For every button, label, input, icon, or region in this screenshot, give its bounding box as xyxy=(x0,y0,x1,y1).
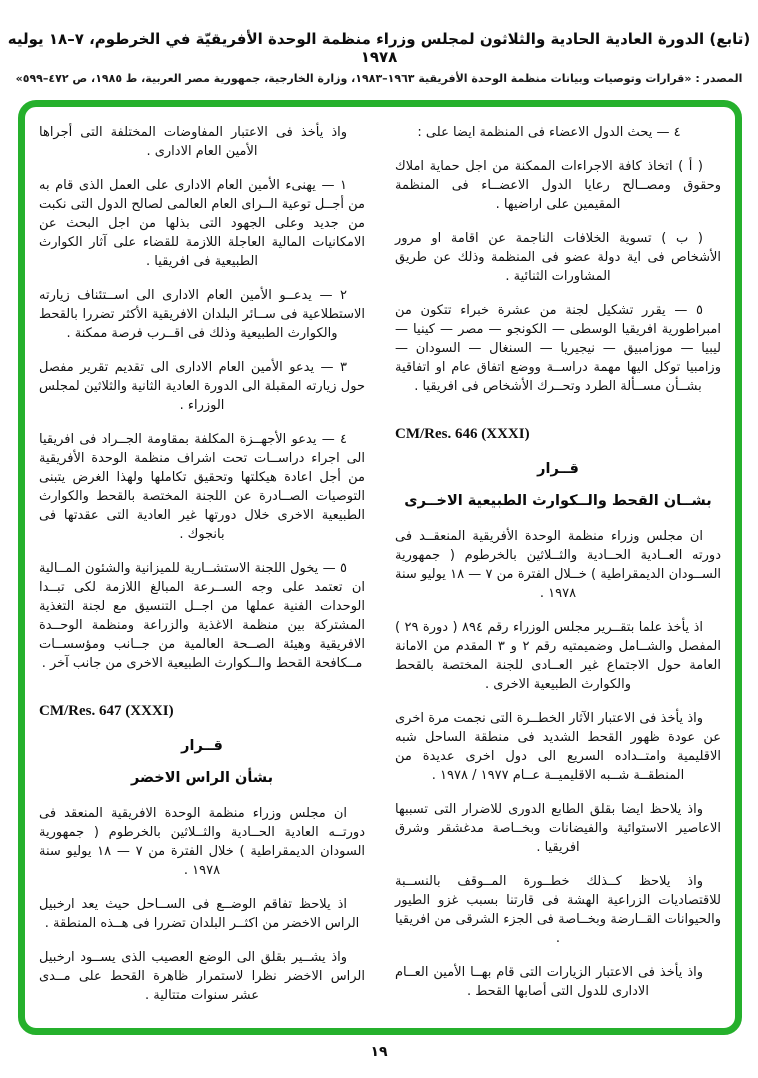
paragraph-op-2: ٢ — يدعــو الأمين العام الادارى الى اســتئناف زيارته الاستطلاعية فى ســائر البلدان الافريقية الأكثر تضررا بالقحط والكوارث الطبيعية وذلك فى اقــرب فرصة ممكنة . xyxy=(39,288,365,341)
paragraph-cyclones-floods: واذ يلاحظ ايضا بقلق الطابع الدورى للاضرار التى تسببها الاعاصير الاستوائية والفيضانات وبخــاصة مدغشقر وشرق افريقيا . xyxy=(395,802,721,855)
column-left xyxy=(39,123,365,1018)
paragraph-preamble-session: ان مجلس وزراء منظمة الوحدة الأفريقية المنعقــد فى دورته العــادية الحــادية والثــلاثين بالخرطوم ( جمهورية الســودان الديمقراطية ) خــلال الفترة من ٧ — ١٨ يوليو سنة ١٩٧٨ . xyxy=(395,529,722,601)
resolution-title-646: بشــان القحط والــكوارث الطبيعية الاخــرى xyxy=(404,493,712,509)
paragraph-op-4: ٤ — يدعو الأجهــزة المكلفة بمقاومة الجــراد فى افريقيا الى اجراء دراســات تحت اشراف منظمة الوحدة الأفريقية من أجل اعادة هيكلتها وتحقيق تكاملها ولهذا الغرض يتبنى التوصيات الصــادرة عن اللجنة المختصة بالقحط والكوارث الطبيعية الاخرى خلال دورتها غير العادية التى عقدتها فى بانجوك . xyxy=(39,432,365,542)
source-citation: المصدر : «قرارات وتوصيات وبيانات منظمة الوحدة الأفريقية ١٩٦٣–١٩٨٣، وزارة الخارجية، جمهورية مصر العربية، ط ١٩٨٥، ص ٤٧٢–٥٩٩» xyxy=(15,72,743,85)
paragraph-op-3: ٣ — يدعو الأمين العام الادارى الى تقديم تقرير مفصل حول زيارته المقبلة الى الدورة العادية الثانية والثلاثين لمجلس الوزراء . xyxy=(39,360,365,413)
resolution-title-647: بشأن الراس الاخضر xyxy=(130,770,274,786)
page-number: ١٩ xyxy=(370,1044,388,1060)
page-header xyxy=(0,30,758,85)
paragraph-clause-4b: ( ب ) تسوية الخلافات الناجمة عن اقامة او مرور الأشخاص فى اية دولة عضو فى المنظمة وذلك عن طريق المشاورات الثنائية . xyxy=(395,231,721,284)
resolution-word-646: قــرار xyxy=(537,461,579,477)
paragraph-cape-verde-sahel: اذ يلاحظ تفاقم الوضــع فى الســاحل حيث يعد ارخبيل الراس الاخضر من اكثــر البلدان تضررا فى هــذه المنطقة . xyxy=(39,897,360,931)
two-column-layout xyxy=(25,107,735,1028)
paragraph-clause-5: ٥ — يقرر تشكيل لجنة من عشرة خبراء تتكون من امبراطورية افريقيا الوسطى — الكونجو — مصر — كينيا — ليبيا — موزامبيق — نيجيريا — السنغال — السودان — وزامبيا توكل اليها مهمة دراســة ووضع اتفاق عام او اتفاقية بشــأن مســألة الطرد وتحــرك الأشخاص فى افريقيا . xyxy=(395,303,721,394)
paragraph-sahel-drought: واذ يأخذ فى الاعتبار الآثار الخطــرة التى نجمت مرة اخرى عن عودة ظهور القحط الشديد فى منطقة الساحل شبه الاقليمية وامتــداده السريع الى دول اخرى عديدة من المنطقــة شــبه الاقليميــة عــام ١٩٧٧ / ١٩٧٨ . xyxy=(395,711,721,783)
green-border-frame xyxy=(18,100,742,1035)
paragraph-negotiations: واذ يأخذ فى الاعتبار المفاوضات المختلفة التى أجراها الأمين العام الادارى . xyxy=(39,125,347,159)
resolution-ref-646: CM/Res. 646 (XXXI) xyxy=(395,426,530,442)
paragraph-clause-4: ٤ — يحث الدول الاعضاء فى المنظمة ايضا على : xyxy=(417,125,681,140)
paragraph-op-1: ١ — يهنىء الأمين العام الادارى على العمل الذى قام به من أجــل توعية الــراى العام العالمى لصالح الدول التى نكبت من جديد وعلى الجهود التى بذلها من اجل البحث عن الامكانيات المالية العاجلة اللازمة للقضاء على آثار الكوارث الطبيعية فى افريقيا . xyxy=(39,178,365,269)
resolution-word-647: قــرار xyxy=(181,738,223,754)
column-right xyxy=(395,123,721,1018)
session-title: (تابع) الدورة العادية الحادية والثلاثون لمجلس وزراء منظمة الوحدة الأفريقيّة في الخرطوم، ٧–١٨ يوليه ١٩٧٨ xyxy=(7,30,751,66)
resolution-ref-647: CM/Res. 647 (XXXI) xyxy=(39,703,174,719)
paragraph-agri-economies: واذ يلاحظ كــذلك خطــورة المــوقف بالنســبة للاقتصاديات الزراعية الهشة فى قارتنا بسبب غزو الطيور والحيوانات القــارضة وبخــاصة فى الجزء الشرقى من افريقيا . xyxy=(395,874,721,946)
paragraph-report-894: اذ يأخذ علما بتقــرير مجلس الوزراء رقم ٨٩٤ ( دورة ٢٩ ) المفصل والشــامل وضميمتيه رقم ٢ و ٣ المقدم من الامانة العامة حول الاجتماع غير العــادى للجنة المختصة بالقحط والكوارث الطبيعية الاخرى . xyxy=(395,620,721,692)
paragraph-preamble-647: ان مجلس وزراء منظمة الوحدة الافريقية المنعقد فى دورتــه العادية الحــادية والثــلاثين بالخرطوم ( جمهورية السودان الديمقراطية ) خلال الفترة من ٧ — ١٨ يوليو سنة ١٩٧٨ . xyxy=(39,806,366,878)
paragraph-op-5: ٥ — يخول اللجنة الاستشــارية للميزانية والشئون المــالية ان تعتمد على وجه الســرعة المبالغ اللازمة لكى تبــدا الوحدات الفنية عملها من اجــل التنسيق مع لجنة التغذية المشتركة بين منظمة الاغذية والزراعة ومنظمة الوحــدة الافريقية وهيئة الصــحة العالمية من جــانب ومؤسســات مــكافحة القحط والــكوارث الطبيعية الاخرى من جانب آخر . xyxy=(39,561,365,671)
paragraph-cape-verde-drought: واذ يشــير بقلق الى الوضع العصيب الذى يســود ارخبيل الراس الاخضر نظرا لاستمرار ظاهرة القحط على مــدى عشر سنوات متتالية . xyxy=(39,950,365,1003)
paragraph-sg-visits: واذ يأخذ فى الاعتبار الزيارات التى قام بهــا الأمين العــام الادارى للدول التى أصابها القحط . xyxy=(395,965,703,999)
paragraph-clause-4a: ( أ ) اتخاذ كافة الاجراءات الممكنة من اجل حماية املاك وحقوق ومصــالح رعايا الدول الاعضــاء فى المنظمة المقيمين على اراضيها . xyxy=(395,159,721,212)
